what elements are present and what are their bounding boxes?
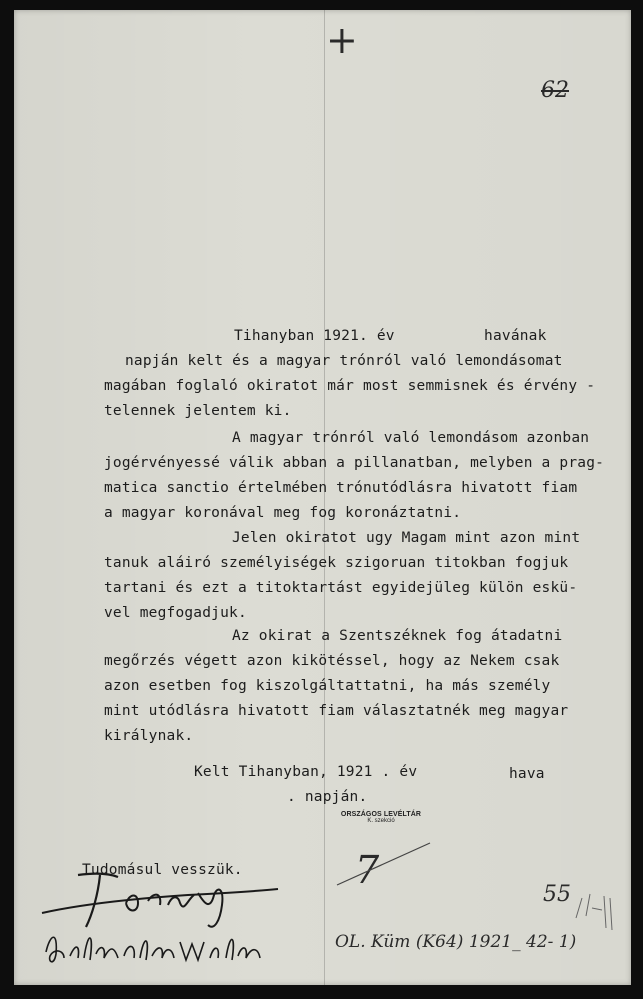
line-p3-2: tanuk aláiró személyiségek szigoruan titokban fogjuk — [104, 555, 569, 571]
seven-strike-line — [335, 835, 435, 895]
handwritten-55: 55 — [543, 882, 571, 907]
dateline-napjan: . napján. — [287, 789, 368, 805]
archive-stamp-section: K. szekció — [367, 818, 395, 824]
line-p4-3: azon esetben fog kiszolgáltattatni, ha más személy — [104, 678, 551, 694]
line-p1-4: telennek jelentem ki. — [104, 403, 292, 419]
line-p3-1: Jelen okiratot ugy Magam mint azon mint — [232, 530, 581, 546]
top-cross-mark: + — [326, 18, 358, 62]
line-p2-3: matica sanctio értelmében trónutódlásra hivatott fiam — [104, 480, 578, 496]
line-p2-2: jogérvényessé válik abban a pillanatban, melyben a prag- — [104, 455, 605, 471]
line-p4-1: Az okirat a Szentszéknek fog átadatni — [232, 628, 563, 644]
line-p2-4: a magyar koronával meg fog koronáztatni. — [104, 505, 462, 521]
page-number: 62 — [541, 78, 569, 103]
line-p3-4: vel megfogadjuk. — [104, 605, 247, 621]
line-p3-3: tartani és ezt a titoktartást egyidejüleg külön eskü- — [104, 580, 578, 596]
archive-reference: OL. Küm (K64) 1921_ 42- 1) — [335, 932, 577, 952]
page-fold — [324, 10, 325, 985]
handwritten-seven: 7 — [355, 848, 380, 892]
line-p4-2: megőrzés végett azon kikötéssel, hogy az Nekem csak — [104, 653, 560, 669]
line-p4-4: mint utódlásra hivatott fiam választatnék meg magyar — [104, 703, 569, 719]
line-p1-2: napján kelt és a magyar trónról való lemondásomat — [125, 353, 563, 369]
line-p2-1: A magyar trónról való lemondásom azonban — [232, 430, 590, 446]
line-p4-5: királynak. — [104, 728, 194, 744]
dateline-hava: hava — [509, 766, 545, 782]
archive-stamp — [326, 811, 436, 824]
archive-stamp-name: ORSZÁGOS LEVÉLTÁR — [340, 811, 422, 818]
corner-scribble — [572, 888, 622, 948]
signature-bethlen — [40, 922, 290, 972]
line-p1-1: Tihanyban 1921. év havának — [234, 328, 547, 344]
document-page — [14, 10, 631, 985]
line-p1-3: magában foglaló okiratot már most semmisnek és érvény - — [104, 378, 596, 394]
dateline-text: Kelt Tihanyban, 1921 . év — [194, 764, 418, 780]
acknowledgement-text: Tudomásul vesszük. — [82, 862, 243, 878]
